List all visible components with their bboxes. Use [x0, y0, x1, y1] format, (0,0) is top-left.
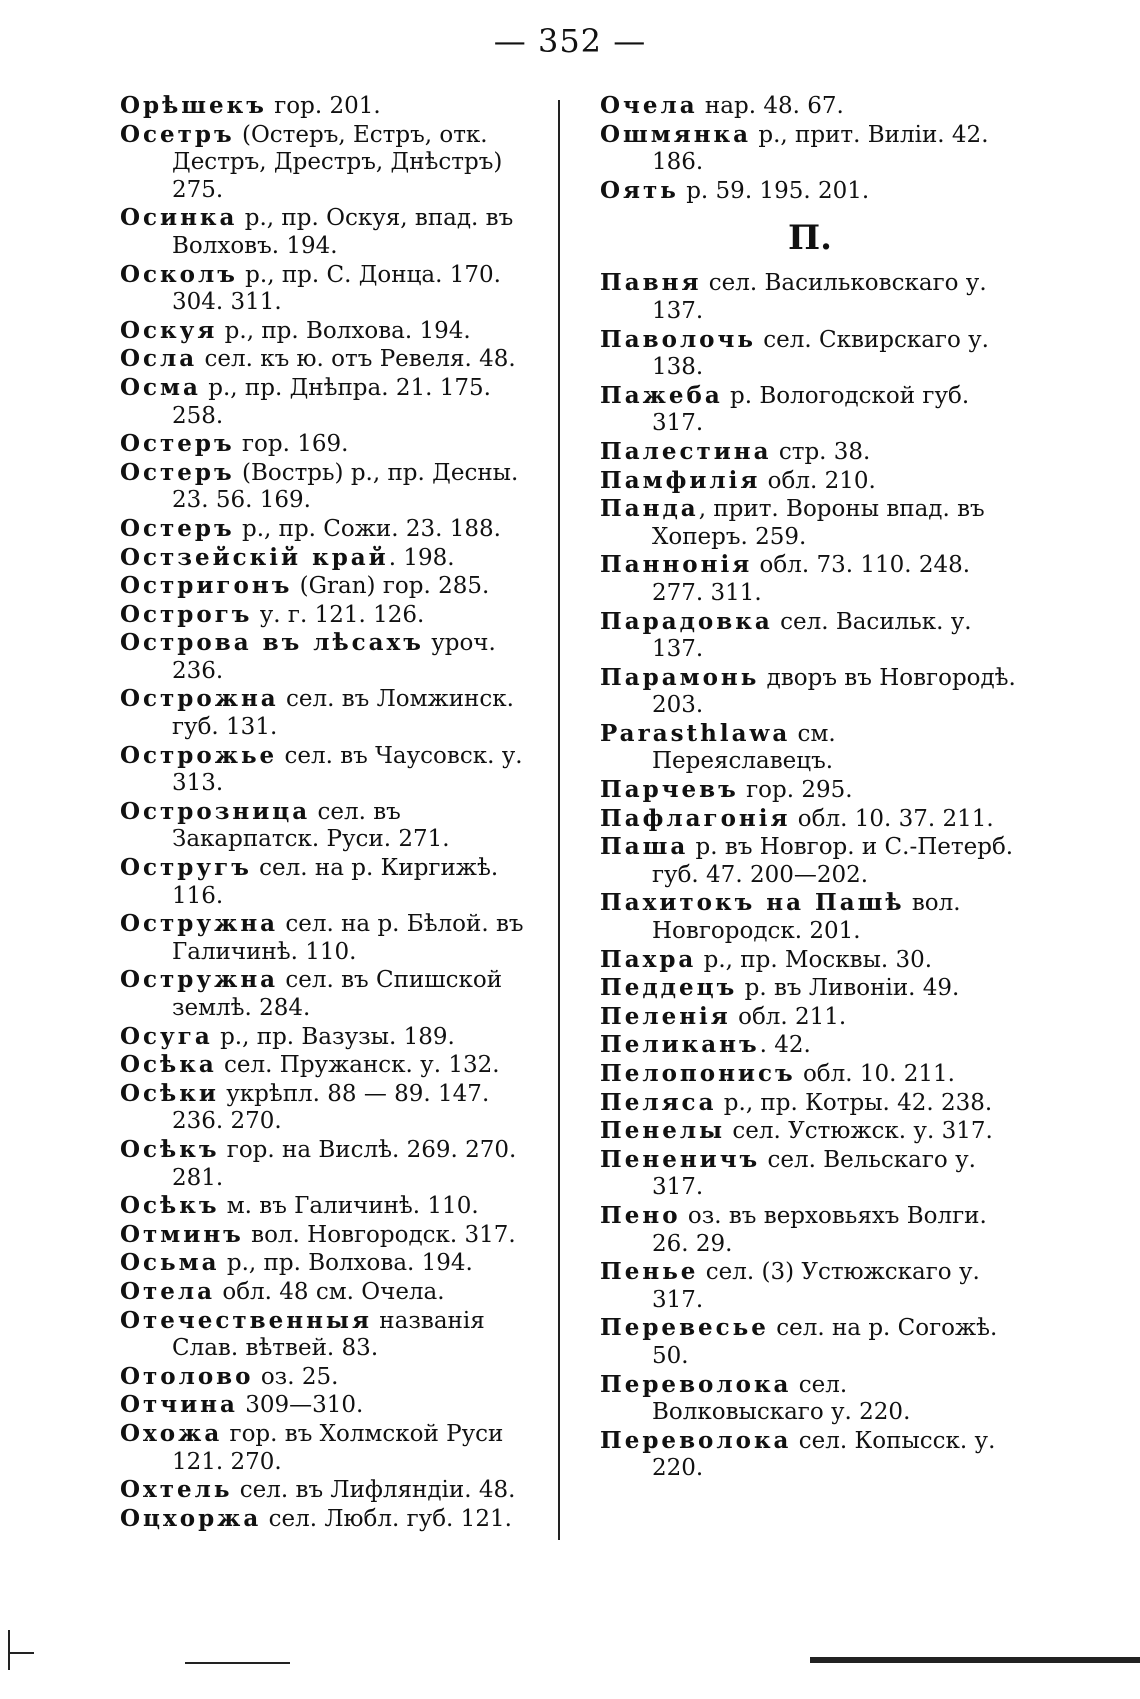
index-entry	[120, 601, 540, 630]
index-entry	[600, 92, 1020, 121]
index-entry	[600, 438, 1020, 467]
entry-headword: Остригонъ	[120, 572, 293, 600]
entry-text: сел. Пружанск. у. 132.	[216, 1052, 500, 1079]
entry-headword: Остеръ	[120, 514, 235, 542]
entry-text: р., пр. Волхова. 194.	[217, 317, 471, 344]
entry-headword: Отечественныя	[120, 1306, 372, 1334]
left-column	[120, 92, 540, 1533]
entry-text: сел. на р. Киргижѣ. 116.	[172, 855, 499, 909]
index-entry	[120, 1278, 540, 1307]
entry-text: р. 59. 195. 201.	[678, 177, 870, 204]
entry-text: сел. въ Спишской землѣ. 284.	[172, 967, 503, 1021]
entry-headword: Пахитокъ на Пашѣ	[600, 889, 905, 917]
entry-headword: Паволочь	[600, 325, 756, 353]
index-entry	[600, 608, 1020, 664]
entry-text: сел. Любл. губ. 121.	[261, 1505, 512, 1532]
entry-text: м. въ Галичинѣ. 110.	[219, 1193, 479, 1220]
right-column-bottom-entries	[600, 269, 1020, 1483]
entry-headword: Паннонія	[600, 551, 753, 579]
entry-headword: Осетръ	[120, 120, 235, 148]
entry-headword: Остзейскій край	[120, 543, 389, 571]
entry-headword: Охожа	[120, 1419, 223, 1447]
entry-text: гор. въ Холмской Руси 121. 270.	[172, 1420, 504, 1475]
entry-headword: Парадовка	[600, 607, 773, 635]
index-entry	[120, 1023, 540, 1052]
entry-headword: Пафлагонія	[600, 804, 791, 832]
entry-text: обл. 10. 211.	[795, 1061, 955, 1087]
entry-headword: Отела	[120, 1277, 216, 1305]
entry-headword: Осѣки	[120, 1079, 219, 1107]
index-entry	[600, 974, 1020, 1003]
index-entry	[120, 1420, 540, 1476]
index-entry	[600, 326, 1020, 382]
page-number: — 352 —	[493, 22, 647, 60]
entry-headword: Оять	[600, 176, 679, 204]
index-entry	[600, 889, 1020, 945]
index-entry	[600, 720, 1020, 776]
entry-text: . 198.	[388, 544, 455, 571]
entry-text: вол. Новгородск. 201.	[652, 890, 961, 945]
entry-headword: Осма	[120, 373, 201, 401]
index-entry	[600, 467, 1020, 496]
entry-headword: Парчевъ	[600, 776, 739, 804]
section-letter: П.	[788, 218, 832, 259]
entry-headword: Пахра	[600, 945, 697, 973]
entry-text: р. въ Ливоніи. 49.	[737, 975, 960, 1002]
entry-headword: Пененичъ	[600, 1145, 761, 1173]
entry-headword: Отминъ	[120, 1220, 244, 1248]
index-entry	[600, 776, 1020, 805]
right-column-top-entries	[600, 92, 1020, 205]
index-entry	[120, 204, 540, 260]
entry-text: сел. въ Чаусовск. у. 313.	[172, 742, 523, 797]
index-entry	[120, 1476, 540, 1505]
entry-text: р. Вологодской губ. 317.	[652, 382, 970, 437]
index-entry	[120, 1221, 540, 1250]
index-entry	[120, 515, 540, 544]
entry-text: гор. на Вислѣ. 269. 270. 281.	[172, 1136, 517, 1191]
entry-headword: Пенелы	[600, 1117, 726, 1145]
entry-headword: Орѣшекъ	[120, 92, 267, 119]
index-entry	[600, 1146, 1020, 1202]
index-entry	[120, 1307, 540, 1363]
entry-text: сел. Волковыскаго у. 220.	[652, 1371, 911, 1426]
entry-text: р., пр. Вазузы. 189.	[212, 1023, 455, 1050]
entry-text: (Gran) гор. 285.	[292, 573, 490, 600]
index-entry	[120, 92, 540, 121]
entry-headword: Осла	[120, 345, 198, 373]
index-entry	[120, 798, 540, 854]
index-entry	[120, 685, 540, 741]
entry-text: сел. Устюжск. у. 317.	[725, 1118, 993, 1145]
entry-headword: Осьма	[120, 1249, 220, 1277]
index-entry	[600, 551, 1020, 607]
entry-text: гор. 295.	[738, 777, 853, 804]
entry-text: сел. къ ю. отъ Ревеля. 48.	[197, 346, 516, 373]
entry-text: (Остеръ, Естръ, отк. Дестръ, Дрестръ, Днѣстръ) 275.	[172, 121, 503, 203]
index-entry	[120, 1249, 540, 1278]
entry-text: сел. Сквирскаго у. 138.	[652, 326, 989, 381]
right-column	[600, 92, 1020, 1483]
entry-headword: Осинка	[120, 204, 238, 232]
index-entry	[600, 833, 1020, 889]
entry-text: сел. на р. Бѣлой. въ Галичинѣ. 110.	[172, 911, 524, 965]
entry-headword: Parasthlawa	[600, 719, 791, 747]
index-entry	[600, 946, 1020, 975]
entry-text: р., пр. Оскуя, впад. въ Волховъ. 194.	[172, 205, 514, 259]
entry-text: сел. Васильковскаго у. 137.	[652, 270, 987, 324]
entry-headword: Пено	[600, 1201, 681, 1229]
entry-text: дворъ въ Новгородѣ. 203.	[652, 664, 1016, 719]
index-entry	[600, 382, 1020, 438]
entry-headword: Отчина	[120, 1391, 238, 1419]
bottom-rule-left	[185, 1662, 290, 1664]
entry-text: стр. 38.	[771, 438, 871, 465]
entry-text: обл. 10. 37. 211.	[790, 805, 994, 832]
entry-headword: Переволока	[600, 1426, 792, 1454]
entry-headword: Остеръ	[120, 430, 235, 458]
entry-headword: Паша	[600, 833, 689, 861]
index-entry	[120, 459, 540, 515]
entry-text: р., пр. Волхова. 194.	[219, 1250, 473, 1277]
entry-text: см. Переяславецъ.	[652, 720, 836, 775]
index-entry	[600, 1031, 1020, 1060]
index-entry	[120, 966, 540, 1022]
entry-headword: Палестина	[600, 437, 772, 465]
column-divider	[558, 100, 560, 1540]
index-entry	[120, 910, 540, 966]
entry-text: сел. Васильк. у. 137.	[652, 608, 972, 663]
index-entry	[120, 544, 540, 573]
entry-headword: Острова въ лѣсахъ	[120, 629, 424, 657]
entry-text: сел. въ Закарпатск. Руси. 271.	[172, 798, 450, 853]
entry-headword: Пеленія	[600, 1002, 731, 1030]
index-entry	[600, 1117, 1020, 1146]
index-entry	[600, 269, 1020, 325]
entry-headword: Переволока	[600, 1370, 792, 1398]
entry-text: гор. 201.	[266, 93, 381, 119]
entry-text: р., прит. Виліи. 42. 186.	[652, 121, 989, 176]
entry-headword: Оцхоржа	[120, 1504, 262, 1532]
entry-text: р. въ Новгор. и С.-Петерб. губ. 47. 200—202.	[652, 834, 1014, 888]
entry-text: сел. на р. Согожѣ. 50.	[652, 1315, 998, 1369]
index-entry	[600, 1003, 1020, 1032]
index-entry	[120, 121, 540, 205]
entry-headword: Осѣкъ	[120, 1135, 220, 1163]
entry-text: обл. 211.	[730, 1003, 847, 1030]
entry-text: обл. 48 см. Очела.	[215, 1278, 445, 1305]
index-entry	[600, 1314, 1020, 1370]
entry-text: оз. въ верховьяхъ Волги. 26. 29.	[652, 1202, 987, 1257]
index-entry	[120, 430, 540, 459]
entry-text: . 42.	[759, 1032, 811, 1059]
entry-headword: Ошмянка	[600, 120, 752, 148]
index-entry	[600, 495, 1020, 551]
entry-headword: Остругъ	[120, 854, 252, 882]
index-entry	[120, 345, 540, 374]
entry-text: у. г. 121. 126.	[252, 601, 425, 628]
entry-headword: Остружна	[120, 910, 279, 938]
index-entry	[120, 572, 540, 601]
index-entry	[120, 629, 540, 685]
index-entry	[600, 1060, 1020, 1089]
entry-headword: Пажеба	[600, 381, 723, 409]
index-entry	[600, 1427, 1020, 1483]
index-entry	[120, 742, 540, 798]
entry-headword: Остеръ	[120, 458, 235, 486]
entry-headword: Оскуя	[120, 316, 218, 344]
entry-headword: Острожна	[120, 685, 279, 713]
entry-headword: Панда	[600, 495, 699, 523]
entry-headword: Пелопонисъ	[600, 1060, 796, 1087]
entry-headword: Осуга	[120, 1022, 213, 1050]
entry-headword: Острогъ	[120, 600, 253, 628]
entry-text: сел. Вельскаго у. 317.	[652, 1146, 976, 1201]
index-entry	[600, 1089, 1020, 1118]
entry-text: 309—310.	[237, 1392, 364, 1419]
index-entry	[120, 374, 540, 430]
entry-text: р., пр. Москвы. 30.	[696, 946, 933, 973]
entry-headword: Осколъ	[120, 260, 238, 288]
entry-headword: Очела	[600, 92, 698, 119]
entry-text: (Вострь) р., пр. Десны. 23. 56. 169.	[172, 459, 519, 514]
entry-headword: Пеляса	[600, 1088, 717, 1116]
index-entry	[120, 1505, 540, 1534]
index-entry	[120, 854, 540, 910]
index-entry	[120, 1080, 540, 1136]
entry-headword: Отолово	[120, 1362, 254, 1390]
left-bottom-mark	[8, 1630, 10, 1670]
entry-text: вол. Новгородск. 317.	[243, 1221, 516, 1248]
bottom-rule-right	[810, 1657, 1140, 1663]
entry-text: сел. въ Ломжинск. губ. 131.	[172, 686, 514, 741]
entry-text: р., пр. С. Донца. 170. 304. 311.	[172, 261, 501, 316]
index-entry	[600, 121, 1020, 177]
index-entry	[120, 317, 540, 346]
entry-text: гор. 169.	[234, 431, 349, 458]
entry-headword: Памфилія	[600, 466, 761, 494]
entry-headword: Павня	[600, 269, 702, 297]
index-entry	[120, 1391, 540, 1420]
entry-text: обл. 210.	[760, 467, 876, 494]
index-entry	[600, 177, 1020, 206]
entry-text: обл. 73. 110. 248. 277. 311.	[652, 552, 971, 606]
index-entry	[120, 1192, 540, 1221]
entry-text: уроч. 236.	[172, 630, 496, 684]
index-entry	[600, 805, 1020, 834]
index-entry	[120, 261, 540, 317]
entry-text: укрѣпл. 88 — 89. 147. 236. 270.	[172, 1080, 490, 1135]
index-entry	[600, 1371, 1020, 1427]
entry-headword: Острозница	[120, 797, 311, 825]
entry-text: р., пр. Сожи. 23. 188.	[234, 515, 501, 542]
index-entry	[600, 1258, 1020, 1314]
entry-text: сел. Копысск. у. 220.	[652, 1427, 996, 1482]
index-entry	[600, 1202, 1020, 1258]
entry-text: нар. 48. 67.	[697, 93, 844, 119]
index-entry	[600, 664, 1020, 720]
entry-text: сел. въ Лифляндіи. 48.	[232, 1477, 516, 1504]
entry-headword: Охтель	[120, 1476, 233, 1504]
entry-headword: Остружна	[120, 966, 279, 994]
entry-headword: Осѣка	[120, 1051, 217, 1079]
entry-text: , прит. Вороны впад. въ Хоперъ. 259.	[652, 496, 985, 550]
entry-headword: Пеликанъ	[600, 1031, 760, 1059]
entry-text: оз. 25.	[253, 1363, 339, 1390]
entry-text: р., пр. Котры. 42. 238.	[716, 1089, 993, 1116]
left-bottom-tick	[8, 1652, 34, 1654]
entry-text: названія Слав. вѣтвей. 83.	[172, 1307, 485, 1362]
entry-text: р., пр. Днѣпра. 21. 175. 258.	[172, 374, 491, 429]
index-entry	[120, 1051, 540, 1080]
entry-text: сел. (3) Устюжскаго у. 317.	[652, 1259, 980, 1313]
entry-headword: Осѣкъ	[120, 1192, 220, 1220]
index-entry	[120, 1136, 540, 1192]
entry-headword: Острожье	[120, 741, 278, 769]
entry-headword: Педдецъ	[600, 974, 738, 1002]
index-entry	[120, 1363, 540, 1392]
entry-headword: Парамонь	[600, 663, 760, 691]
entry-headword: Пенье	[600, 1258, 699, 1286]
entry-headword: Перевесье	[600, 1314, 769, 1342]
